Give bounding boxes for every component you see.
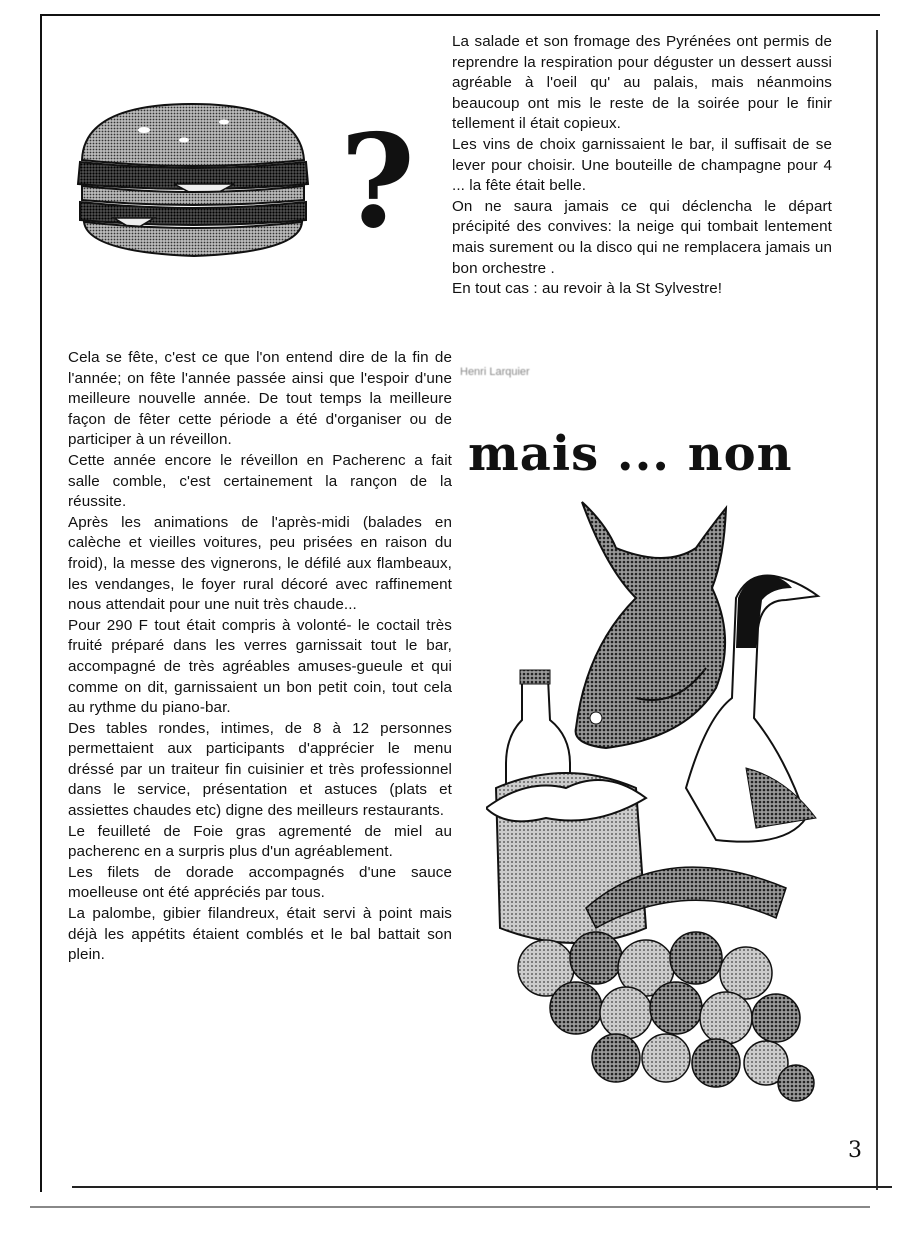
- hamburger-icon: [74, 100, 314, 260]
- paragraph: Cela se fête, c'est ce que l'on entend dire de la fin de l'année; on fête l'année passée ainsi que l'espoir d'une meilleure nouvelle année. De tout temps la meilleure façon de fêter cette période a été d'organiser ou de participer à un réveillon.: [68, 349, 452, 449]
- page-edge: [30, 1206, 870, 1208]
- paragraph: Des tables rondes, intimes, de 8 à 12 personnes permettaient aux participants d'apprécier le menu dréssé par un traiteur fin cuisinier et très professionnel dans le service, présentation et astuces (plats et assiettes chaudes etc) digne des meilleurs restaurants.: [68, 719, 452, 820]
- author-signature: Henri Larquier: [460, 366, 530, 378]
- paragraph: Le feuilleté de Foie gras agrementé de miel au pacherenc en a surpris plus d'un agréablement.: [68, 822, 452, 861]
- frame-right-rule: [876, 30, 878, 1190]
- paragraph: La palombe, gibier filandreux, était servi à point mais déjà les appétits étaient comblés et le bal battait son plein.: [68, 905, 452, 964]
- paragraph: Les vins de choix garnissaient le bar, il suffisait de se lever pour choisir. Une bouteille de champagne pour 4 ... la fête était belle.: [452, 135, 832, 195]
- page-number: 3: [848, 1138, 862, 1163]
- still-life-illustration: [486, 488, 836, 1118]
- paragraph: On ne saura jamais ce qui déclencha le départ précipité des convives: la neige qui tombait lentement mais surement ou la disco qui ne remplacera jamais un bon orchestre .: [452, 197, 832, 277]
- paragraph: Après les animations de l'après-midi (balades en calèche et vieilles voitures, peu prisées en raison du froid), la messe des vignerons, le défilé aux flambeaux, les vendanges, le foyer rural décoré avec raffinement nous attendait pour une nuit très chaude...: [68, 513, 452, 614]
- ice-bucket-icon: [486, 773, 646, 943]
- fish-icon: [576, 502, 726, 748]
- frame-bottom-rule: [72, 1186, 892, 1188]
- paragraph: La salade et son fromage des Pyrénées ont permis de reprendre la respiration pour déguster un dessert aussi agréable à l'oeil qu' au palais, mais néanmoins beaucoup ont mis le reste de la soirée pour le finir tellement il était copieux.: [452, 33, 832, 133]
- paragraph: Les filets de dorade accompagnés d'une sauce moelleuse ont été appréciés par tous.: [68, 863, 452, 902]
- paragraph: Pour 290 F tout était compris à volonté- le coctail très fruité préparé dans les verres garnissait tout le bar, accompagné de très agréables amuses-gueule et qui comme on dit, garnissaient un bon petit coin, tout cela au rythme du piano-bar.: [68, 616, 452, 717]
- right-column-text: [452, 32, 832, 300]
- left-column-text: [68, 348, 452, 966]
- question-mark: ?: [340, 107, 415, 257]
- paragraph: En tout cas : au revoir à la St Sylvestre!: [452, 280, 723, 298]
- paragraph: Cette année encore le réveillon en Pacherenc a fait salle comble, c'est certainement la rançon de la réussite.: [68, 451, 452, 511]
- headline: mais ... non: [468, 426, 793, 482]
